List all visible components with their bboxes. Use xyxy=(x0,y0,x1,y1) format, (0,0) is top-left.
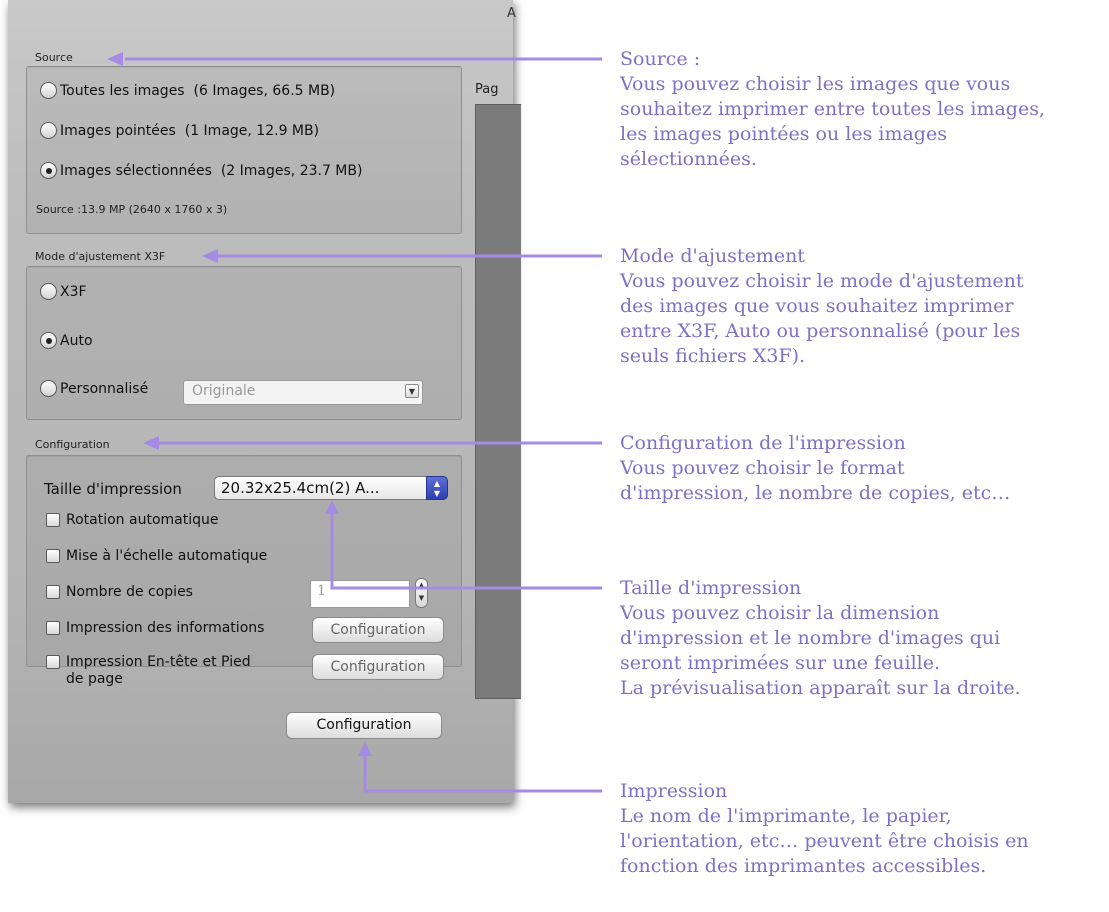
print-config-button[interactable]: Configuration xyxy=(286,712,442,739)
radio-label: Toutes les images xyxy=(60,82,185,99)
radio-detail: (2 Images, 23.7 MB) xyxy=(220,162,363,179)
radio-label: Personnalisé xyxy=(60,380,149,397)
config-annotation: Configuration de l'impression Vous pouvez choisir le format d'impression, le nombre de copies, etc… xyxy=(620,432,1011,504)
size-callout-line xyxy=(332,510,602,588)
checkbox-label: Impression En-tête et Pied xyxy=(66,654,251,670)
checkbox-label: Mise à l'échelle automatique xyxy=(66,548,268,564)
print-callout-line xyxy=(365,754,602,791)
checkbox-label-line2: de page xyxy=(66,671,123,687)
radio-label: Images pointées xyxy=(60,122,176,139)
custom-mode-value: Originale xyxy=(192,383,256,399)
page-label: Pag xyxy=(475,82,499,97)
radio-label: X3F xyxy=(60,283,87,300)
radio-detail: (1 Image, 12.9 MB) xyxy=(184,122,320,139)
source-group-label: Source xyxy=(35,51,73,64)
source-arrow-head xyxy=(107,52,123,66)
radio-label: Images sélectionnées xyxy=(60,162,212,179)
print-info-config-button[interactable]: Configuration xyxy=(312,617,444,643)
configuration-group-label: Configuration xyxy=(35,438,110,451)
checkbox-label: Rotation automatique xyxy=(66,512,219,528)
print-arrow-head xyxy=(358,742,372,756)
print-size-value: 20.32x25.4cm(2) A... xyxy=(221,479,380,497)
copies-input[interactable]: 1 xyxy=(310,580,410,608)
adjust-annotation: Mode d'ajustement Vous pouvez choisir le mode d'ajustement des images que vous souhaitez imprimer entre X3F, Auto ou personnalisé (pour les seuls fichiers X3F). xyxy=(620,245,1024,367)
checkbox-label: Impression des informations xyxy=(66,620,265,636)
config-arrow-head xyxy=(143,436,159,450)
size-arrow-head xyxy=(325,500,339,514)
adjust-mode-group-label: Mode d'ajustement X3F xyxy=(35,250,166,263)
copies-stepper[interactable]: ▲ ▼ xyxy=(415,578,428,608)
checkbox-label: Nombre de copies xyxy=(66,584,193,600)
window-title: A xyxy=(507,6,516,21)
adjust-arrow-head xyxy=(202,249,218,263)
source-annotation: Source : Vous pouvez choisir les images que vous souhaitez imprimer entre toutes les images, les images pointées ou les images sélectionnées. xyxy=(620,48,1045,170)
source-info: Source :13.9 MP (2640 x 1760 x 3) xyxy=(36,203,228,216)
header-footer-config-button[interactable]: Configuration xyxy=(312,654,444,680)
chevron-down-icon[interactable]: ▼ xyxy=(405,384,419,398)
radio-label: Auto xyxy=(60,332,93,349)
size-annotation: Taille d'impression Vous pouvez choisir la dimension d'impression et le nombre d'images qui seront imprimées sur une feuille. La prévisualisation apparaît sur la droite. xyxy=(620,577,1021,699)
updown-arrows-icon[interactable]: ▲ ▼ xyxy=(426,476,448,500)
print-size-label: Taille d'impression xyxy=(44,480,182,498)
print-annotation: Impression Le nom de l'imprimante, le papier, l'orientation, etc… peuvent être choisis en fonction des imprimantes accessibles. xyxy=(620,780,1029,877)
radio-detail: (6 Images, 66.5 MB) xyxy=(193,82,336,99)
